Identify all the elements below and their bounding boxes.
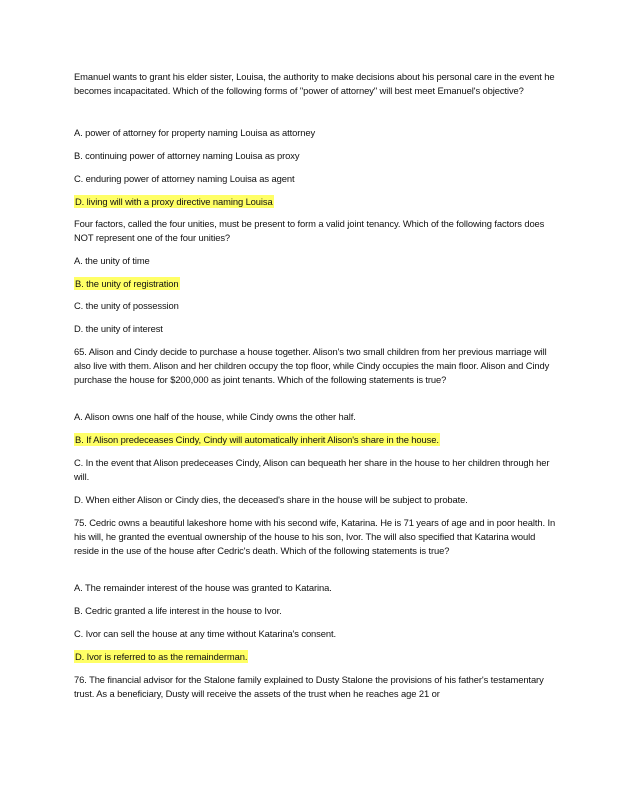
paragraph (74, 456, 557, 484)
paragraph-text: B. the unity of registration (75, 278, 179, 289)
paragraph (74, 70, 557, 98)
paragraph (74, 581, 557, 595)
highlighted-answer (74, 277, 557, 291)
highlighted-answer (74, 433, 557, 447)
paragraph-text: B. If Alison predeceases Cindy, Cindy will automatically inherit Alison's share in the house. (75, 434, 439, 445)
paragraph-text: C. Ivor can sell the house at any time without Katarina's consent. (74, 628, 336, 639)
paragraph (74, 493, 557, 507)
highlighted-answer (74, 650, 557, 664)
paragraph-text: B. Cedric granted a life interest in the house to Ivor. (74, 605, 282, 616)
paragraph-text: A. Alison owns one half of the house, while Cindy owns the other half. (74, 411, 356, 422)
paragraph-text: 76. The financial advisor for the Stalone family explained to Dusty Stalone the provisions of his father's testamentary trust. As a beneficiary, Dusty will receive the assets of the trust when he reaches age 21 or (74, 674, 544, 699)
paragraph-text: D. When either Alison or Cindy dies, the deceased's share in the house will be subject to probate. (74, 494, 468, 505)
paragraph-text: D. the unity of interest (74, 323, 163, 334)
paragraph-text: 75. Cedric owns a beautiful lakeshore home with his second wife, Katarina. He is 71 years of age and in poor health. In his will, he granted the eventual ownership of the house to his son, Ivor. The will also specified that Katarina would reside in the use of the house after Cedric's death. Which of the following statements is true? (74, 517, 556, 556)
highlighted-answer (74, 195, 557, 209)
paragraph (74, 627, 557, 641)
paragraph-text: B. continuing power of attorney naming Louisa as proxy (74, 150, 300, 161)
paragraph (74, 516, 557, 558)
paragraph (74, 345, 557, 387)
paragraph (74, 217, 557, 245)
paragraph (74, 604, 557, 618)
paragraph-text: A. power of attorney for property naming Louisa as attorney (74, 127, 316, 138)
paragraph-text: C. enduring power of attorney naming Louisa as agent (74, 173, 295, 184)
paragraph-text: 65. Alison and Cindy decide to purchase a house together. Alison's two small children from her previous marriage will also live with them. Alison and her children occupy the top floor, while Cindy occupies the main floor. Alison and Cindy purchase the house for $200,000 as joint tenants. Which of the following statements is true? (74, 346, 550, 385)
paragraph-text: D. living will with a proxy directive naming Louisa (75, 196, 273, 207)
paragraph (74, 172, 557, 186)
paragraph (74, 254, 557, 268)
paragraph (74, 126, 557, 140)
paragraph (74, 322, 557, 336)
paragraph-text: A. the unity of time (74, 255, 150, 266)
paragraph-text: Four factors, called the four unities, must be present to form a valid joint tenancy. Which of the following factors does NOT represent one of the four unities? (74, 218, 545, 243)
paragraph (74, 299, 557, 313)
paragraph-text: C. the unity of possession (74, 300, 179, 311)
paragraph-text: A. The remainder interest of the house was granted to Katarina. (74, 582, 332, 593)
paragraph-text: D. Ivor is referred to as the remainderman. (75, 651, 248, 662)
paragraph (74, 673, 557, 701)
paragraph (74, 149, 557, 163)
paragraph-text: Emanuel wants to grant his elder sister, Louisa, the authority to make decisions about his personal care in the event he becomes incapacitated. Which of the following forms of "power of attorney" will best meet Emanuel's objective? (74, 71, 555, 96)
paragraph-text: C. In the event that Alison predeceases Cindy, Alison can bequeath her share in the house to her children through her will. (74, 457, 550, 482)
paragraph (74, 410, 557, 424)
